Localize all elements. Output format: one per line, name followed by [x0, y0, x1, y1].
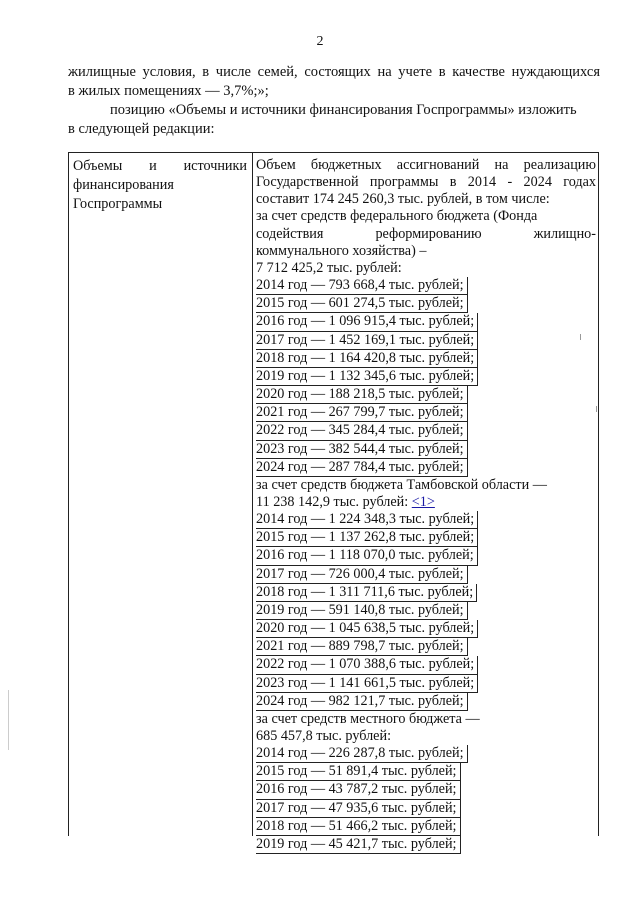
regional-year-row-text: 2021 год — 889 798,7 тыс. рублей;	[256, 638, 468, 656]
total-line-1: Объем бюджетных ассигнований на реализацию	[256, 157, 596, 173]
federal-line-2: содействия реформированию жилищно-	[256, 225, 596, 242]
regional-year-row-text: 2024 год — 982 121,7 тыс. рублей;	[256, 693, 468, 711]
local-year-row	[256, 800, 596, 818]
page-number: 2	[316, 34, 324, 49]
federal-year-row	[256, 277, 596, 295]
footnote-link[interactable]: <1>	[411, 493, 435, 510]
regional-year-row	[256, 602, 596, 620]
local-year-row-text: 2014 год — 226 287,8 тыс. рублей;	[256, 745, 468, 763]
left-cell-line-3: Госпрограммы	[73, 196, 163, 212]
regional-year-row	[256, 566, 596, 584]
federal-year-row-text: 2020 год — 188 218,5 тыс. рублей;	[256, 386, 468, 404]
federal-year-row	[256, 459, 596, 477]
regional-year-row	[256, 511, 596, 529]
local-year-row-text: 2016 год — 43 787,2 тыс. рублей;	[256, 781, 461, 799]
federal-year-row	[256, 422, 596, 440]
federal-year-row-text: 2023 год — 382 544,4 тыс. рублей;	[256, 441, 468, 459]
scan-speck	[8, 690, 9, 750]
local-year-row	[256, 818, 596, 836]
federal-year-row	[256, 404, 596, 422]
regional-year-row	[256, 693, 596, 711]
federal-year-row-text: 2022 год — 345 284,4 тыс. рублей;	[256, 422, 468, 440]
federal-year-row	[256, 295, 596, 313]
local-year-row-text: 2019 год — 45 421,7 тыс. рублей;	[256, 836, 461, 854]
scan-speck	[596, 406, 597, 412]
federal-year-row	[256, 386, 596, 404]
local-year-row	[256, 763, 596, 781]
federal-line-3: коммунального хозяйства) –	[256, 242, 427, 259]
federal-years-list	[256, 277, 596, 477]
total-line-3: составит 174 245 260,3 тыс. рублей, в том числе:	[256, 191, 550, 208]
regional-total-row	[256, 494, 596, 511]
federal-year-row-text: 2015 год — 601 274,5 тыс. рублей;	[256, 295, 468, 313]
regional-year-row	[256, 675, 596, 693]
financing-table	[68, 152, 599, 852]
regional-total: 11 238 142,9 тыс. рублей:	[256, 493, 409, 510]
local-year-row	[256, 781, 596, 799]
federal-year-row-text: 2018 год — 1 164 420,8 тыс. рублей;	[256, 350, 478, 368]
table-left-cell	[73, 157, 247, 214]
regional-year-row-text: 2014 год — 1 224 348,3 тыс. рублей;	[256, 511, 478, 529]
local-year-row-text: 2018 год — 51 466,2 тыс. рублей;	[256, 818, 461, 836]
left-cell-line-1: Объемы и источники	[73, 158, 247, 174]
regional-year-row-text: 2022 год — 1 070 388,6 тыс. рублей;	[256, 656, 478, 674]
local-year-row-text: 2015 год — 51 891,4 тыс. рублей;	[256, 763, 461, 781]
federal-year-row	[256, 313, 596, 331]
regional-year-row	[256, 656, 596, 674]
regional-year-row	[256, 529, 596, 547]
regional-year-row-text: 2023 год — 1 141 661,5 тыс. рублей;	[256, 675, 478, 693]
total-line-2: Государственной программы в 2014 - 2024 годах	[256, 174, 596, 191]
regional-year-row	[256, 638, 596, 656]
left-cell-line-2: финансирования	[73, 177, 174, 193]
intro-line-1: жилищные условия, в числе семей, состоящих на учете в качестве нуждающихся	[68, 64, 600, 80]
intro-line-4: в следующей редакции:	[68, 121, 215, 137]
regional-line-1: за счет средств бюджета Тамбовской области —	[256, 476, 547, 493]
table-right-cell	[256, 157, 596, 854]
regional-year-row	[256, 620, 596, 638]
local-year-row	[256, 745, 596, 763]
intro-line-3: позицию «Объемы и источники финансирования Госпрограммы» изложить	[110, 102, 577, 118]
federal-year-row	[256, 350, 596, 368]
federal-year-row-text: 2017 год — 1 452 169,1 тыс. рублей;	[256, 332, 478, 350]
federal-year-row-text: 2024 год — 287 784,4 тыс. рублей;	[256, 459, 468, 477]
federal-year-row-text: 2021 год — 267 799,7 тыс. рублей;	[256, 404, 468, 422]
regional-year-row	[256, 547, 596, 565]
federal-year-row-text: 2014 год — 793 668,4 тыс. рублей;	[256, 277, 468, 295]
local-year-row-text: 2017 год — 47 935,6 тыс. рублей;	[256, 800, 461, 818]
federal-line-1: за счет средств федерального бюджета (Фонда	[256, 208, 538, 225]
intro-text	[68, 63, 600, 139]
regional-year-row	[256, 584, 596, 602]
regional-year-row-text: 2016 год — 1 118 070,0 тыс. рублей;	[256, 547, 478, 565]
federal-year-row-text: 2019 год — 1 132 345,6 тыс. рублей;	[256, 368, 478, 386]
regional-year-row-text: 2017 год — 726 000,4 тыс. рублей;	[256, 566, 468, 584]
regional-year-row-text: 2020 год — 1 045 638,5 тыс. рублей;	[256, 620, 478, 638]
federal-year-row	[256, 332, 596, 350]
regional-year-row-text: 2019 год — 591 140,8 тыс. рублей;	[256, 602, 468, 620]
federal-year-row	[256, 368, 596, 386]
federal-year-row-text: 2016 год — 1 096 915,4 тыс. рублей;	[256, 313, 478, 331]
local-years-list	[256, 745, 596, 854]
intro-line-2: в жилых помещениях — 3,7%;»;	[68, 83, 269, 99]
local-total: 685 457,8 тыс. рублей:	[256, 728, 392, 744]
column-divider	[252, 153, 253, 836]
regional-year-row-text: 2015 год — 1 137 262,8 тыс. рублей;	[256, 529, 478, 547]
scan-speck	[580, 334, 581, 340]
local-year-row	[256, 836, 596, 854]
federal-year-row	[256, 441, 596, 459]
regional-years-list	[256, 511, 596, 711]
federal-total: 7 712 425,2 тыс. рублей:	[256, 259, 402, 276]
local-line-1: за счет средств местного бюджета —	[256, 710, 480, 727]
regional-year-row-text: 2018 год — 1 311 711,6 тыс. рублей;	[256, 584, 477, 602]
